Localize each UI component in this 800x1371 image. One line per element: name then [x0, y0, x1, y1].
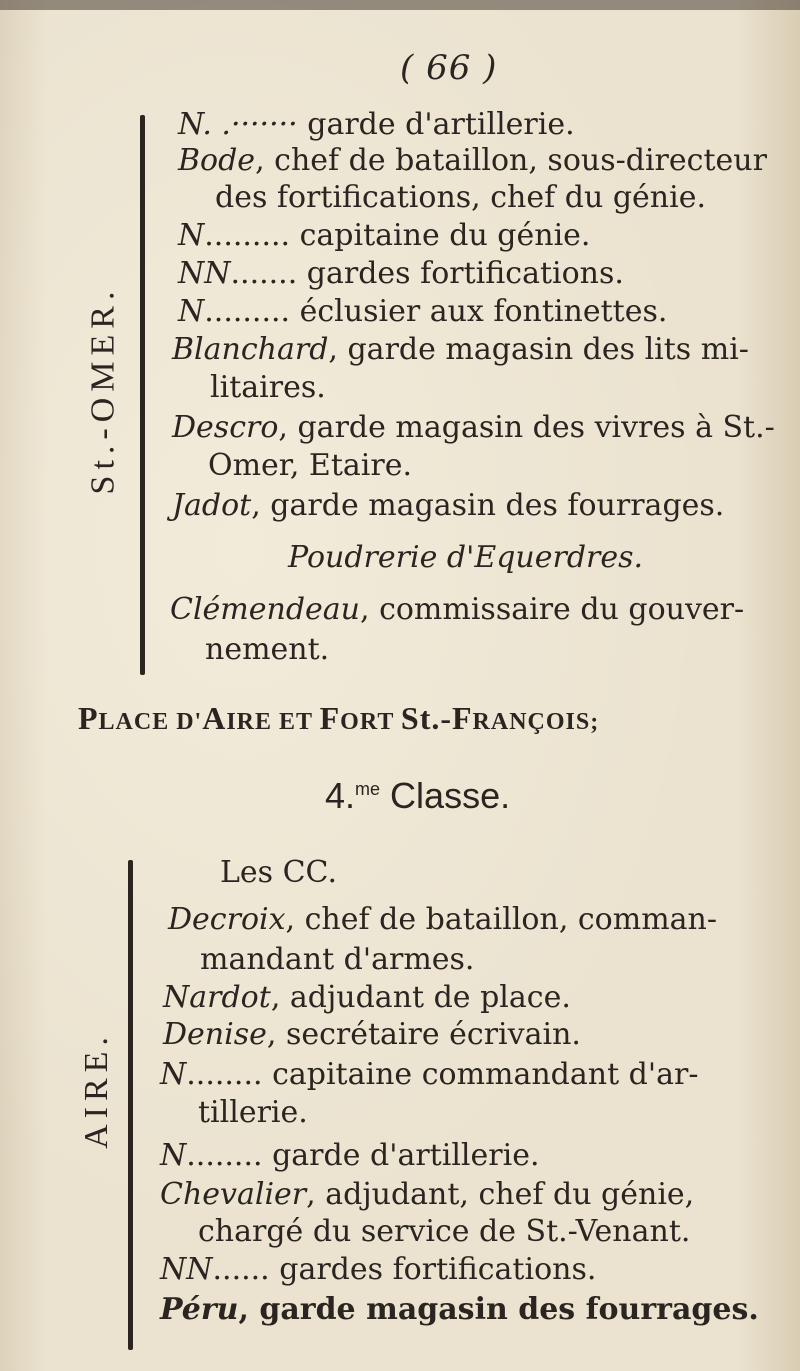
entry-line: Chevalier, adjudant, chef du génie,	[160, 1177, 695, 1212]
entry-line: litaires.	[210, 370, 326, 405]
entry-line: Blanchard, garde magasin des lits mi-	[172, 332, 749, 367]
entry-line: chargé du service de St.-Venant.	[198, 1214, 691, 1249]
entry-line: tillerie.	[198, 1095, 308, 1130]
entry-line: Clémendeau, commissaire du gouver-	[170, 592, 745, 627]
brace-line	[128, 860, 133, 1350]
class-heading: 4.$^{me}$ Classe.	[325, 775, 511, 816]
sidebar-label-saint-omer: St.-OMER.	[84, 285, 122, 495]
entry-line: NN....... gardes fortifications.	[178, 256, 624, 291]
sidebar-label-aire: AIRE.	[78, 1031, 116, 1149]
entry-line: N........ capitaine commandant d'ar-	[160, 1057, 699, 1092]
page-top-edge	[0, 0, 800, 10]
entry-line: Jadot, garde magasin des fourrages.	[172, 488, 725, 523]
entry-line: Nardot, adjudant de place.	[163, 980, 571, 1015]
entry-line: Omer, Etaire.	[208, 448, 412, 483]
entry-line: Bode, chef de bataillon, sous-directeur	[178, 143, 767, 178]
entry-line: N. .······· garde d'artillerie.	[178, 107, 575, 142]
entry-line: mandant d'armes.	[200, 942, 475, 977]
entry-line: N......... éclusier aux fontinettes.	[178, 294, 668, 329]
entry-line: nement.	[205, 632, 330, 667]
entry-line: Péru, garde magasin des fourrages.	[160, 1292, 759, 1327]
entry-line: NN...... gardes fortifications.	[160, 1252, 597, 1287]
entry-line: Decroix, chef de bataillon, comman-	[168, 902, 717, 937]
page-number: ( 66 )	[400, 48, 498, 88]
entry-line: N........ garde d'artillerie.	[160, 1138, 540, 1173]
entry-line: Descro, garde magasin des vivres à St.-	[172, 410, 775, 445]
brace-line	[140, 115, 145, 675]
subsection-heading: Poudrerie d'Equerdres.	[288, 540, 644, 575]
entry-line: N......... capitaine du génie.	[178, 218, 591, 253]
entry-line: des fortifications, chef du génie.	[215, 180, 706, 215]
section-header: Les CC.	[220, 855, 337, 890]
place-heading: PLACE D'AIRE ET FORT St.-FRANÇOIS;	[78, 700, 600, 736]
entry-line: Denise, secrétaire écrivain.	[163, 1017, 581, 1052]
